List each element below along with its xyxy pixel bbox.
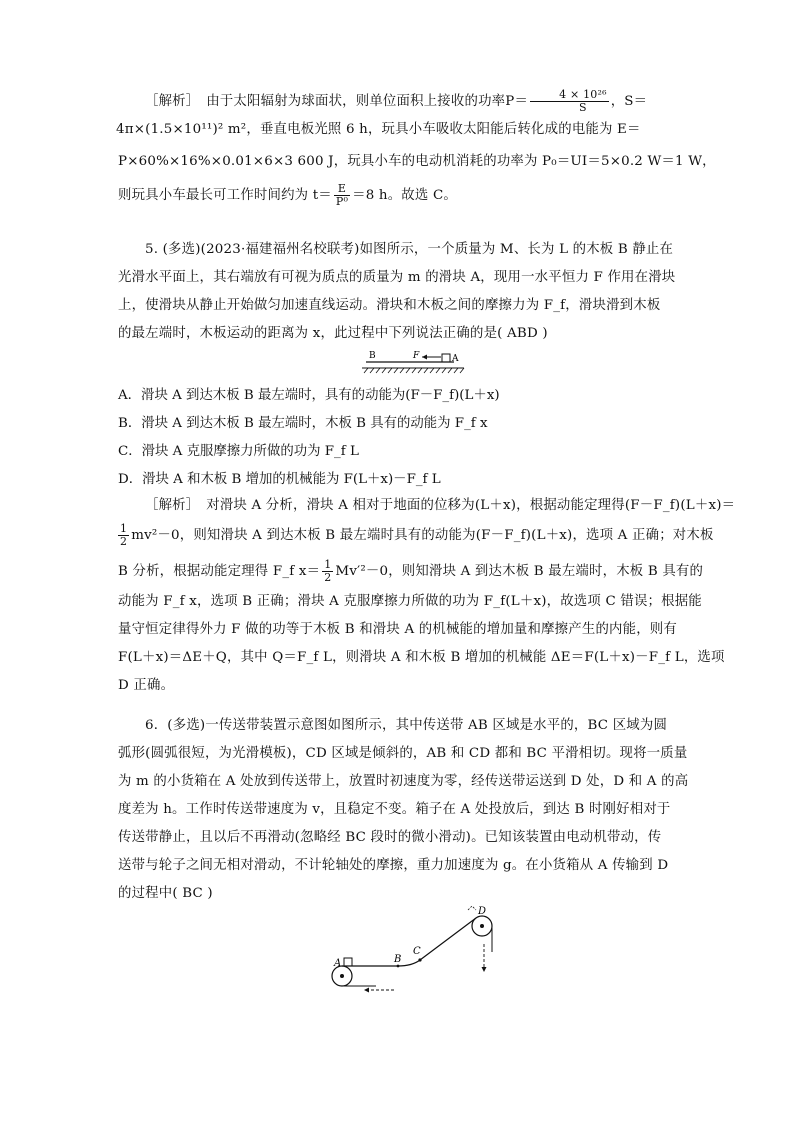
force-arrow-icon bbox=[422, 355, 441, 360]
power-fraction: $\frac{\text{4 × 10²⁶}}{S}$ bbox=[530, 89, 609, 114]
q6-line7: 的过程中( BC ) bbox=[118, 886, 213, 901]
q5-option-d[interactable]: D．滑块 A 和木板 B 增加的机械能为 F(L＋x)－F_f L bbox=[118, 472, 441, 487]
analysis-q5-line7: D 正确。 bbox=[118, 678, 175, 693]
analysis-q4-line4: 则玩具小车最长可工作时间约为 t＝ bbox=[118, 188, 332, 203]
point-b-dot bbox=[397, 965, 400, 968]
analysis-q5-line4: 动能为 F_f x，选项 B 正确；滑块 A 克服摩擦力所做的功为 F_f(L＋x)，故选项 C 错误；根据能 bbox=[118, 594, 702, 609]
q6-line6: 送带与轮子之间无相对滑动，不计轮轴处的摩擦，重力加速度为 g。在小货箱从 A 传输到 D bbox=[118, 858, 669, 873]
power-symbol: P＝ bbox=[505, 94, 529, 109]
time-fraction: $\frac{E}{\text{P⁰}}$ bbox=[335, 182, 349, 208]
q5-line2: 光滑水平面上，其右端放有可视为质点的质量为 m 的滑块 A，现用一水平恒力 F 作用在滑块 bbox=[118, 270, 676, 285]
q5-figure bbox=[360, 346, 470, 374]
q6-line3: 为 m 的小货箱在 A 处放到传送带上，放置时初速度为零，经传送带运送到 D 处，D 和 A 的高 bbox=[118, 774, 689, 789]
q5-line3: 上，使滑块从静止开始做匀加速直线运动。滑块和木板之间的摩擦力为 F_f，滑块滑到木板 bbox=[118, 298, 661, 313]
question-5 bbox=[118, 236, 678, 348]
point-c-dot bbox=[418, 958, 421, 961]
q6-line2: 弧形(圆弧很短，为光滑模板)，CD 区域是倾斜的，AB 和 CD 都和 BC 平滑相切。现将一质量 bbox=[118, 746, 688, 761]
analysis-q5-line3: B 分析，根据动能定理得 F_f x＝ bbox=[118, 564, 321, 579]
analysis-q5-line6: F(L＋x)＝ΔE＋Q，其中 Q＝F_f L，则滑块 A 和木板 B 增加的机械能 ΔE＝F(L＋x)－F_f L，选项 bbox=[118, 650, 725, 665]
analysis-q4-line1: ［解析］ 由于太阳辐射为球面状，则单位面积上接收的功率 bbox=[145, 94, 506, 109]
q5-line1: 5. (多选)(2023·福建福州名校联考)如图所示，一个质量为 M、长为 L 的木板 B 静止在 bbox=[145, 242, 674, 257]
q5-option-a[interactable]: A．滑块 A 到达木板 B 最左端时，具有的动能为(F－F_f)(L＋x) bbox=[118, 388, 500, 403]
label-f: F bbox=[413, 351, 420, 361]
q6-line4: 度差为 h。工作时传送带速度为 v，且稳定不变。箱子在 A 处投放后，到达 B 时刚好相对于 bbox=[118, 802, 671, 817]
belt-direction-arrow-icon bbox=[364, 988, 394, 993]
q6-line1: 6．(多选)一传送带装置示意图如图所示，其中传送带 AB 区域是水平的，BC 区域为圆 bbox=[145, 718, 668, 733]
q5-option-b[interactable]: B．滑块 A 到达木板 B 最左端时，木板 B 具有的动能为 F_f x bbox=[118, 416, 488, 431]
ground-hatch bbox=[362, 368, 464, 373]
q5-option-c[interactable]: C．滑块 A 克服摩擦力所做的功为 F_f L bbox=[118, 444, 359, 459]
analysis-q5-line1: ［解析］ 对滑块 A 分析，滑块 A 相对于地面的位移为(L＋x)，根据动能定理得(F－F_f)(L＋x)＝ bbox=[145, 498, 736, 513]
label-a: A bbox=[334, 958, 342, 969]
label-b: B bbox=[369, 351, 376, 361]
q6-line5: 传送带静止，且以后不再滑动(忽略经 BC 段时的微小滑动)。已知该装置由电动机带动，传 bbox=[118, 830, 662, 845]
analysis-q5-line2: mv²－0，则知滑块 A 到达木板 B 最左端时具有的动能为(F－F_f)(L＋x)，选项 A 正确；对木板 bbox=[131, 528, 714, 543]
analysis-q4-line3: P×60%×16%×0.01×6×3 600 J，玩具小车的电动机消耗的功率为 P₀＝UI＝5×0.2 W＝1 W， bbox=[118, 154, 716, 169]
half-fraction: $\frac{1}{2}$ bbox=[120, 522, 128, 548]
question-6 bbox=[118, 712, 689, 908]
cargo-box bbox=[344, 958, 352, 966]
half-fraction-2: $\frac{1}{2}$ bbox=[324, 558, 332, 584]
label-b: B bbox=[394, 954, 402, 965]
analysis-q5: ［解析］ 对滑块 A 分析，滑块 A 相对于地面的位移为(L＋x)，根据动能定理得(F－F_f)(L＋x)＝ $\frac{1}{2}$ mv²－0，则知滑块 A 到达木板 B 最左端时具有的动能为(F－F_f)(L＋x)，选项 A 正确；对木板 B 分析，根据动能定理得 F_f x＝ $\frac{1}{2}$ Mv′²－0，则知滑块 A 到达木板 B 最左端时，木板 B 具有的 动能为 F_f x，选项 B 正确；滑块 A 克服摩擦力所做的功为 F_f(L＋x)，故选项 C 错误；根据能 量守恒定律得外力 F 做的功等于木板 B 和滑块 A 的机械能的增加量和摩擦产生的内能，则有 F(L＋x)＝ΔE＋Q，其中 Q＝F_f L，则滑块 A 和木板 B 增加的机械能 ΔE＝F(L＋x)－F_f L，选项 D 正确。 bbox=[118, 492, 678, 700]
analysis-q4: ［解析］ 由于太阳辐射为球面状，则单位面积上接收的功率P＝ $\frac{\text{4 × 10²⁶}}{S}$ ，S＝ 4π×(1.5×10¹¹)² m²，垂直电板光照 6 h，玩具小车吸收太阳能后转化成的电能为 E＝ P×60%×16%×0.01×6×3 600 J，玩具小车的电动机消耗的功率为 P₀＝UI＝5×0.2 W＝1 W， 则玩具小车最长可工作时间约为 t＝ $\frac{E}{\text{P⁰}}$ ＝8 h。故选 C。 bbox=[116, 88, 716, 208]
label-d: D bbox=[478, 906, 487, 917]
block-a bbox=[442, 354, 450, 362]
left-pulley bbox=[332, 966, 352, 986]
analysis-q4-line2: 4π×(1.5×10¹¹)² m²，垂直电板光照 6 h，玩具小车吸收太阳能后转化成的电能为 E＝ bbox=[116, 122, 641, 137]
analysis-q5-line5: 量守恒定律得外力 F 做的功等于木板 B 和滑块 A 的机械能的增加量和摩擦产生的内能，则有 bbox=[118, 622, 677, 637]
box-at-d bbox=[468, 906, 476, 910]
q6-conveyor-figure bbox=[320, 904, 500, 1004]
conveyor-belt bbox=[342, 918, 476, 966]
label-a: A bbox=[452, 354, 459, 364]
q5-line4: 的最左端时，木板运动的距离为 x，此过程中下列说法正确的是( ABD ) bbox=[118, 326, 548, 341]
down-arrow-icon bbox=[482, 944, 487, 972]
label-c: C bbox=[413, 946, 421, 957]
